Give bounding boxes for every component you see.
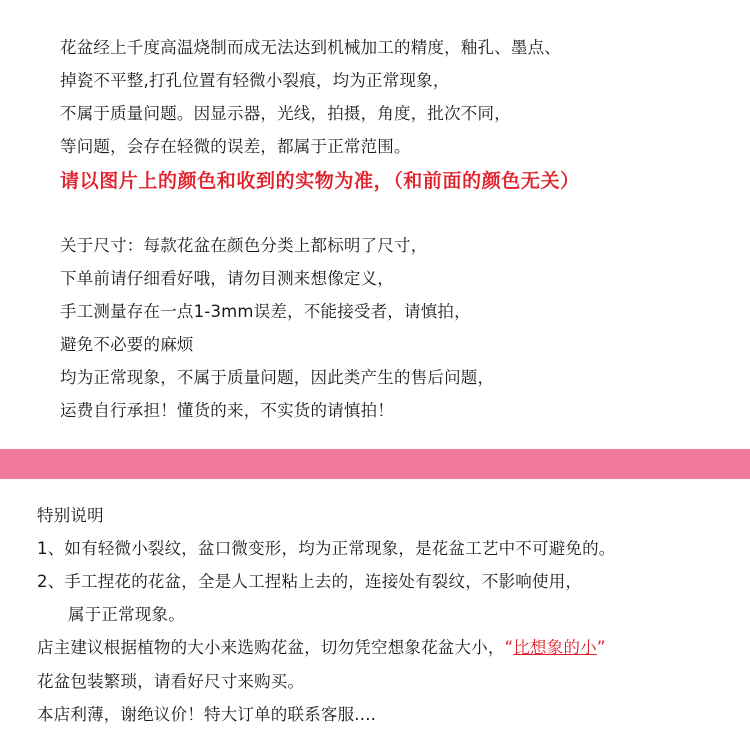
size-line-1: 关于尺寸：每款花盆在颜色分类上都标明了尺寸， [60,236,428,255]
advice-emphasis: 比想象的小 [513,638,597,657]
packaging-line: 花盆包装繁琐，请看好尺寸来购买。 [37,672,305,691]
special-item-1: 1、如有轻微小裂纹，盆口微变形，均为正常现象，是花盆工艺中不可避免的。 [37,539,616,558]
notice-line-1: 花盆经上千度高温烧制而成无法达到机械加工的精度，釉孔、墨点、 [60,38,561,57]
special-item-2: 2、手工捏花的花盆，全是人工捏粘上去的，连接处有裂纹，不影响使用， [37,572,583,591]
size-line-5: 均为正常现象，不属于质量问题，因此类产生的售后问题， [60,368,495,387]
notice-line-2: 掉瓷不平整,打孔位置有轻微小裂痕，均为正常现象， [60,71,450,90]
special-item-2-cont: 属于正常现象。 [68,605,185,624]
closing-line: 本店利薄，谢绝议价！特大订单的联系客服.... [37,705,377,724]
size-line-6: 运费自行承担！懂货的来，不实货的请慎拍！ [60,401,394,420]
color-notice: 请以图片上的颜色和收到的实物为准，（和前面的颜色无关） [60,170,580,192]
advice-text: 店主建议根据植物的大小来选购花盆，切勿凭空想象花盆大小， [37,638,505,657]
advice-quote-open: “ [504,638,514,657]
size-line-3: 手工测量存在一点1-3mm误差，不能接受者，请慎拍， [60,302,471,321]
advice-line [37,637,606,659]
special-title: 特别说明 [37,506,104,525]
divider-band [0,449,750,479]
size-line-4: 避免不必要的麻烦 [60,335,194,354]
notice-line-4: 等问题，会存在轻微的误差，都属于正常范围。 [60,137,411,156]
size-line-2: 下单前请仔细看好哦，请勿目测来想像定义， [60,269,394,288]
notice-line-3: 不属于质量问题。因显示器，光线，拍摄，角度，批次不同， [60,104,511,123]
advice-quote-close: ” [596,638,606,657]
